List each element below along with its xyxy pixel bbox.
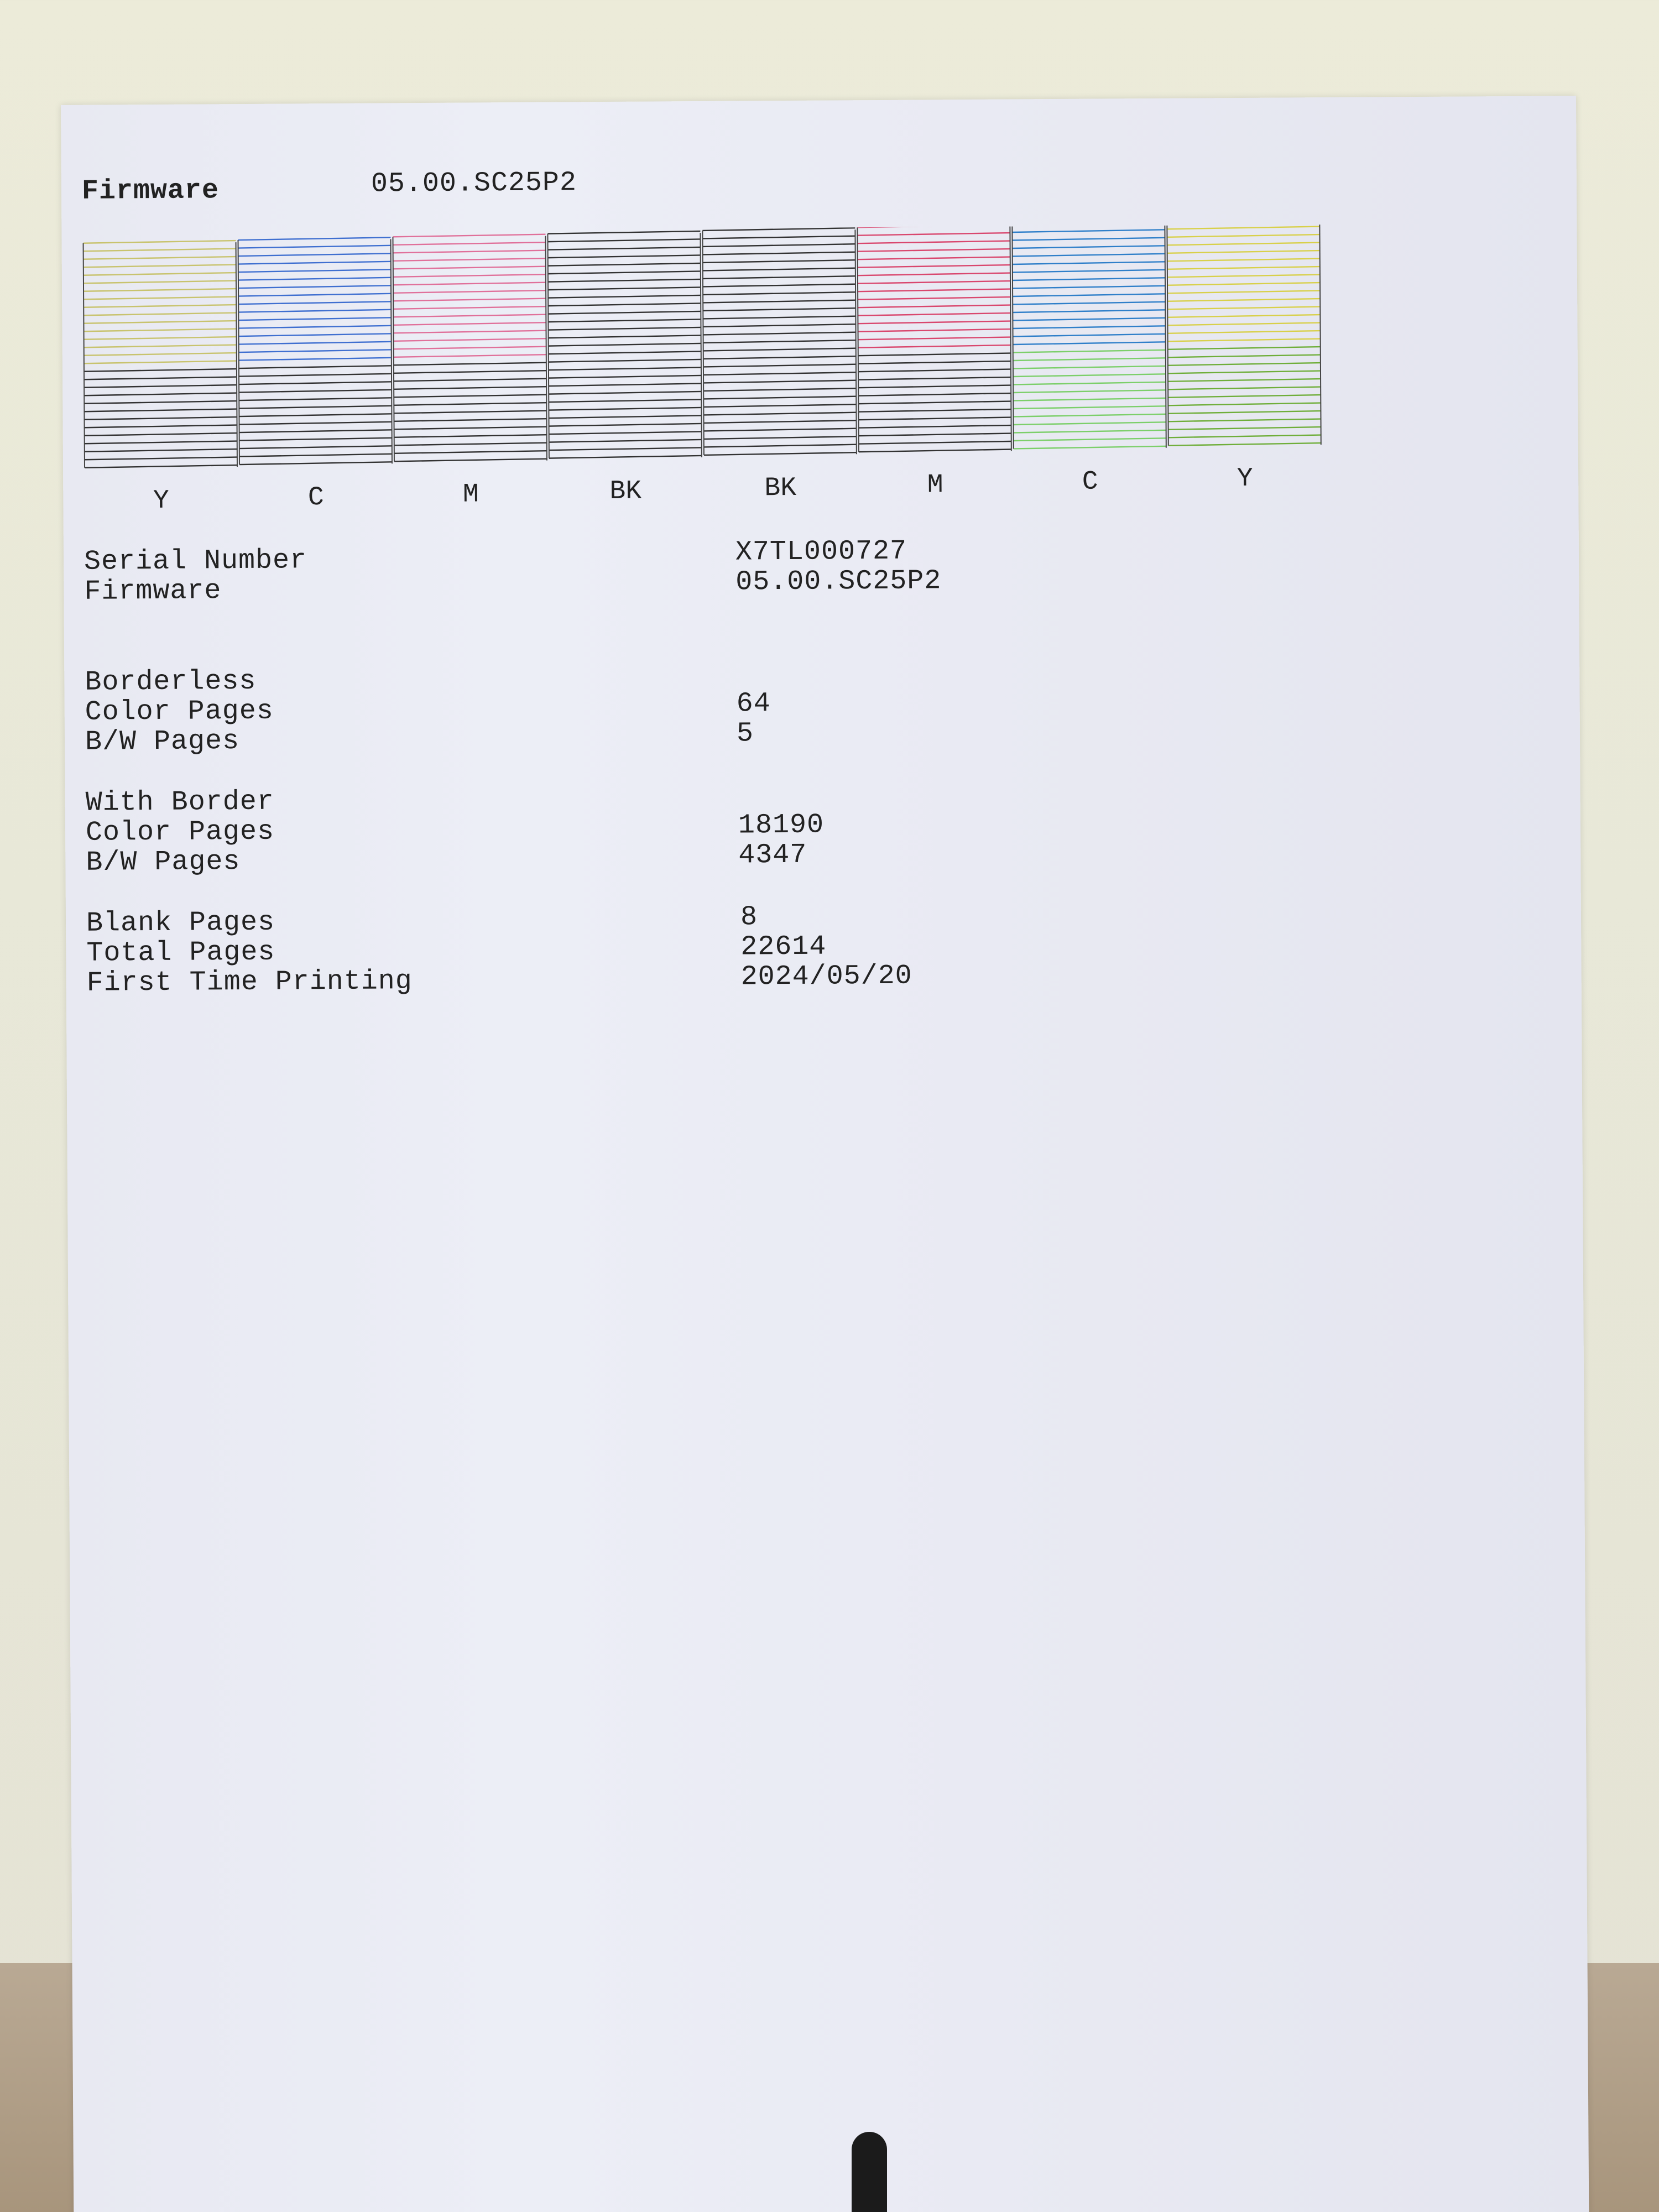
nozzle-line (1168, 403, 1321, 406)
nozzle-block-border (1319, 225, 1321, 445)
nozzle-line (84, 289, 236, 291)
borderless-color-label: Color Pages (85, 695, 274, 728)
nozzle-line (84, 353, 237, 356)
nozzle-line (703, 397, 856, 399)
nozzle-line (393, 251, 546, 253)
nozzle-line (703, 380, 856, 383)
nozzle-line (702, 236, 855, 239)
nozzle-block-border (702, 231, 703, 455)
nozzle-line (703, 364, 856, 367)
nozzle-line (549, 440, 702, 442)
nozzle-line (239, 382, 392, 384)
nozzle-line (238, 301, 391, 304)
with-border-heading: With Border (85, 786, 274, 819)
nozzle-line (1013, 238, 1165, 241)
nozzle-line (1168, 363, 1321, 366)
nozzle-line (1013, 414, 1166, 417)
nozzle-block-border (393, 237, 394, 461)
nozzle-line (548, 319, 701, 322)
nozzle-line (394, 411, 546, 414)
nozzle-line (239, 366, 392, 368)
nozzle-line (84, 345, 237, 348)
nozzle-line (1167, 299, 1320, 301)
nozzle-line (1167, 267, 1320, 269)
nozzle-line (1168, 347, 1321, 349)
nozzle-line (393, 258, 546, 261)
borderless-bw-label: B/W Pages (85, 726, 240, 758)
nozzle-line (548, 279, 701, 282)
nozzle-line (394, 347, 546, 349)
nozzle-line (84, 241, 236, 243)
nozzle-block-border (84, 243, 85, 468)
nozzle-line (858, 409, 1011, 412)
nozzle-line (549, 343, 701, 346)
nozzle-line (239, 430, 392, 432)
nozzle-line (1013, 374, 1166, 377)
nozzle-block-label: Y (1237, 463, 1253, 494)
nozzle-line (1013, 262, 1165, 264)
nozzle-line (84, 409, 237, 412)
nozzle-line (1167, 323, 1320, 326)
nozzle-line (858, 337, 1011, 340)
first-time-printing-label: First Time Printing (86, 966, 413, 999)
nozzle-line (85, 449, 237, 452)
nozzle-line (84, 385, 237, 388)
nozzle-block-1 (84, 241, 237, 468)
nozzle-line (1168, 339, 1321, 342)
nozzle-line (703, 324, 855, 327)
paper-clip (852, 2132, 887, 2212)
nozzle-line (859, 425, 1011, 428)
nozzle-line (394, 331, 546, 333)
borderless-color-value: 64 (736, 688, 771, 720)
nozzle-line (702, 228, 855, 231)
nozzle-block-label: C (1082, 467, 1098, 497)
nozzle-line (1013, 390, 1166, 393)
nozzle-line (394, 363, 546, 366)
nozzle-line (1014, 438, 1166, 441)
nozzle-line (859, 434, 1011, 436)
nozzle-line (858, 377, 1011, 380)
nozzle-line (1168, 443, 1321, 446)
nozzle-line (239, 342, 392, 345)
nozzle-line (84, 297, 236, 300)
nozzle-line (858, 418, 1011, 420)
nozzle-line (1013, 286, 1165, 289)
nozzle-line (393, 274, 546, 277)
nozzle-line (1013, 334, 1166, 337)
nozzle-line (394, 419, 546, 421)
nozzle-line (858, 313, 1010, 316)
nozzle-line (549, 392, 701, 394)
nozzle-line (703, 316, 855, 319)
nozzle-line (704, 420, 857, 423)
nozzle-line (859, 450, 1011, 452)
nozzle-line (84, 361, 237, 364)
nozzle-line (703, 340, 856, 343)
nozzle-line (549, 367, 701, 370)
nozzle-line (1168, 411, 1321, 414)
total-pages-value: 22614 (740, 931, 827, 963)
nozzle-check-pattern (82, 225, 1322, 476)
nozzle-line (1168, 387, 1321, 390)
nozzle-line (1168, 395, 1321, 398)
nozzle-line (85, 433, 237, 436)
nozzle-line (703, 292, 855, 295)
nozzle-block-label: C (307, 483, 324, 513)
nozzle-line (858, 401, 1011, 404)
nozzle-line (394, 354, 546, 357)
nozzle-line (1167, 291, 1320, 294)
nozzle-line (549, 424, 702, 426)
nozzle-line (548, 327, 701, 330)
nozzle-line (703, 284, 855, 287)
nozzle-line (393, 322, 546, 325)
nozzle-line (394, 435, 547, 437)
nozzle-line (84, 401, 237, 404)
nozzle-line (1013, 382, 1166, 385)
nozzle-line (84, 377, 237, 380)
nozzle-line (858, 273, 1010, 276)
nozzle-line (1013, 294, 1165, 296)
nozzle-line (393, 234, 545, 237)
nozzle-line (1013, 342, 1166, 345)
nozzle-line (394, 451, 547, 453)
with-border-bw-value: 4347 (738, 839, 807, 872)
nozzle-block-border (1167, 225, 1168, 446)
serial-number-label: Serial Number (84, 545, 307, 578)
nozzle-line (1013, 358, 1166, 361)
nozzle-line (1013, 398, 1166, 401)
borderless-heading: Borderless (85, 665, 257, 698)
nozzle-line (84, 329, 236, 332)
nozzle-line (703, 268, 855, 271)
nozzle-line (548, 311, 701, 314)
nozzle-line (549, 335, 701, 338)
nozzle-line (548, 271, 701, 274)
nozzle-line (858, 305, 1010, 308)
nozzle-block-border (547, 234, 549, 458)
nozzle-line (549, 383, 701, 386)
nozzle-line (548, 263, 701, 266)
blank-pages-label: Blank Pages (86, 906, 275, 940)
nozzle-line (858, 265, 1010, 268)
nozzle-line (238, 269, 391, 272)
nozzle-line (239, 462, 392, 465)
nozzle-line (549, 351, 701, 354)
nozzle-line (238, 294, 391, 296)
nozzle-line (393, 242, 546, 245)
total-pages-label: Total Pages (86, 936, 275, 969)
nozzle-line (549, 408, 701, 410)
nozzle-block-border (857, 227, 858, 452)
nozzle-line (1013, 318, 1165, 321)
nozzle-line (85, 465, 237, 468)
firmware-value: 05.00.SC25P2 (735, 565, 942, 598)
serial-number-value: X7TL000727 (735, 535, 907, 568)
nozzle-line (239, 333, 392, 336)
nozzle-line (84, 305, 236, 307)
nozzle-line (84, 281, 236, 284)
nozzle-block-label: BK (764, 473, 797, 504)
nozzle-line (1168, 371, 1321, 374)
nozzle-line (1013, 270, 1165, 273)
nozzle-block-4 (547, 231, 701, 458)
nozzle-line (1167, 251, 1320, 253)
nozzle-line (858, 345, 1011, 348)
nozzle-line (238, 253, 391, 256)
nozzle-line (1167, 259, 1320, 262)
nozzle-line (394, 395, 546, 398)
nozzle-block-2 (238, 237, 392, 465)
nozzle-line (238, 285, 391, 288)
nozzle-line (858, 297, 1010, 300)
nozzle-line (238, 237, 390, 240)
with-border-color-value: 18190 (738, 809, 825, 842)
nozzle-line (84, 321, 236, 324)
nozzle-line (85, 457, 237, 460)
nozzle-line (84, 313, 236, 316)
nozzle-line (84, 393, 237, 396)
nozzle-line (239, 414, 392, 416)
nozzle-line (393, 283, 546, 285)
nozzle-line (858, 353, 1011, 356)
nozzle-line (1167, 275, 1320, 278)
nozzle-line (84, 273, 236, 275)
nozzle-line (239, 406, 392, 409)
nozzle-block-8 (1167, 225, 1321, 446)
nozzle-line (703, 276, 855, 279)
nozzle-line (393, 290, 546, 293)
nozzle-line (548, 255, 701, 258)
nozzle-line (549, 399, 701, 402)
nozzle-line (858, 329, 1011, 332)
nozzle-line (548, 287, 701, 290)
nozzle-line (703, 244, 855, 247)
nozzle-line (1167, 283, 1320, 285)
nozzle-line (1013, 302, 1165, 305)
nozzle-line (704, 445, 857, 447)
nozzle-line (549, 431, 702, 434)
header-firmware-value: 05.00.SC25P2 (371, 167, 577, 200)
nozzle-line (1014, 430, 1166, 433)
nozzle-line (703, 308, 855, 311)
nozzle-line (1014, 446, 1166, 449)
nozzle-line (394, 338, 546, 341)
nozzle-line (857, 225, 1010, 228)
nozzle-block-border (238, 240, 239, 465)
nozzle-line (858, 385, 1011, 388)
nozzle-line (703, 356, 856, 359)
nozzle-line (1013, 350, 1166, 353)
nozzle-block-3 (393, 234, 546, 462)
nozzle-block-label: Y (153, 486, 169, 516)
nozzle-line (239, 446, 392, 448)
nozzle-line (1168, 379, 1321, 382)
nozzle-line (1013, 310, 1165, 312)
nozzle-line (703, 372, 856, 375)
nozzle-line (1013, 254, 1165, 257)
nozzle-line (703, 413, 856, 415)
nozzle-line (549, 415, 701, 418)
nozzle-line (1013, 278, 1165, 280)
nozzle-line (394, 459, 547, 462)
nozzle-line (239, 374, 392, 377)
first-time-printing-value: 2024/05/20 (740, 960, 912, 993)
nozzle-line (549, 375, 701, 378)
nozzle-line (1168, 427, 1321, 430)
nozzle-line (547, 231, 700, 234)
nozzle-line (238, 246, 391, 248)
header-firmware-label: Firmware (81, 175, 220, 207)
nozzle-line (549, 359, 701, 362)
nozzle-line (1167, 307, 1320, 310)
nozzle-line (858, 321, 1010, 324)
nozzle-line (394, 403, 546, 405)
nozzle-block-5 (702, 228, 856, 455)
nozzle-line (703, 404, 856, 407)
with-border-color-label: Color Pages (85, 816, 275, 849)
nozzle-line (858, 241, 1010, 244)
nozzle-block-label: BK (609, 476, 642, 507)
nozzle-line (394, 443, 547, 446)
nozzle-line (394, 371, 546, 373)
nozzle-line (239, 390, 392, 393)
nozzle-line (239, 358, 392, 361)
nozzle-block-label: M (927, 470, 943, 500)
nozzle-line (704, 452, 857, 455)
nozzle-line (1013, 406, 1166, 409)
nozzle-line (1013, 326, 1165, 328)
nozzle-line (84, 265, 236, 268)
nozzle-line (393, 267, 546, 269)
nozzle-line (394, 379, 546, 382)
nozzle-line (239, 422, 392, 425)
with-border-bw-label: B/W Pages (86, 846, 241, 879)
nozzle-line (704, 429, 857, 431)
nozzle-line (1167, 234, 1319, 237)
nozzle-line (1167, 243, 1320, 246)
nozzle-line (239, 438, 392, 441)
nozzle-line (1168, 331, 1321, 333)
nozzle-line (1013, 366, 1166, 369)
nozzle-line (239, 349, 392, 352)
nozzle-line (238, 278, 391, 280)
nozzle-line (858, 249, 1010, 252)
printed-status-sheet (61, 96, 1589, 2212)
nozzle-line (239, 454, 392, 457)
nozzle-line (238, 326, 391, 328)
nozzle-line (84, 257, 236, 259)
nozzle-line (84, 417, 237, 420)
nozzle-line (1012, 229, 1165, 232)
firmware-label: Firmware (84, 575, 222, 608)
nozzle-line (1168, 355, 1321, 358)
nozzle-line (1013, 246, 1165, 248)
nozzle-line (84, 249, 236, 252)
nozzle-line (548, 239, 701, 242)
nozzle-line (393, 315, 546, 317)
nozzle-line (1168, 419, 1321, 422)
nozzle-line (394, 427, 547, 430)
nozzle-line (393, 306, 546, 309)
nozzle-line (703, 252, 855, 255)
nozzle-line (858, 281, 1010, 284)
blank-pages-value: 8 (740, 901, 758, 933)
nozzle-line (703, 332, 856, 335)
nozzle-check-svg (82, 225, 1322, 476)
nozzle-line (548, 295, 701, 298)
nozzle-line (1168, 435, 1321, 438)
nozzle-line (858, 369, 1011, 372)
nozzle-line (238, 262, 391, 264)
nozzle-line (1167, 227, 1319, 229)
nozzle-block-6 (857, 225, 1011, 452)
nozzle-line (84, 369, 237, 372)
nozzle-line (703, 300, 855, 303)
nozzle-line (857, 233, 1010, 236)
nozzle-line (858, 289, 1010, 292)
nozzle-line (238, 310, 391, 312)
nozzle-line (548, 303, 701, 306)
nozzle-line (84, 337, 237, 340)
nozzle-block-7 (1012, 225, 1166, 448)
nozzle-line (85, 441, 237, 444)
nozzle-line (1014, 422, 1166, 425)
nozzle-line (393, 299, 546, 301)
nozzle-line (858, 361, 1011, 364)
nozzle-line (703, 260, 855, 263)
nozzle-line (703, 388, 856, 391)
borderless-bw-value: 5 (736, 718, 754, 750)
nozzle-line (859, 441, 1011, 444)
nozzle-line (858, 393, 1011, 396)
nozzle-line (548, 247, 701, 250)
nozzle-line (549, 447, 702, 450)
nozzle-block-label: M (462, 479, 479, 510)
nozzle-line (703, 348, 856, 351)
nozzle-line (394, 387, 546, 389)
nozzle-block-border (1012, 225, 1013, 448)
nozzle-line (85, 425, 237, 428)
nozzle-line (704, 436, 857, 439)
nozzle-line (858, 257, 1010, 260)
nozzle-line (1167, 315, 1320, 317)
nozzle-line (549, 456, 702, 458)
nozzle-line (239, 398, 392, 400)
nozzle-line (238, 317, 391, 320)
